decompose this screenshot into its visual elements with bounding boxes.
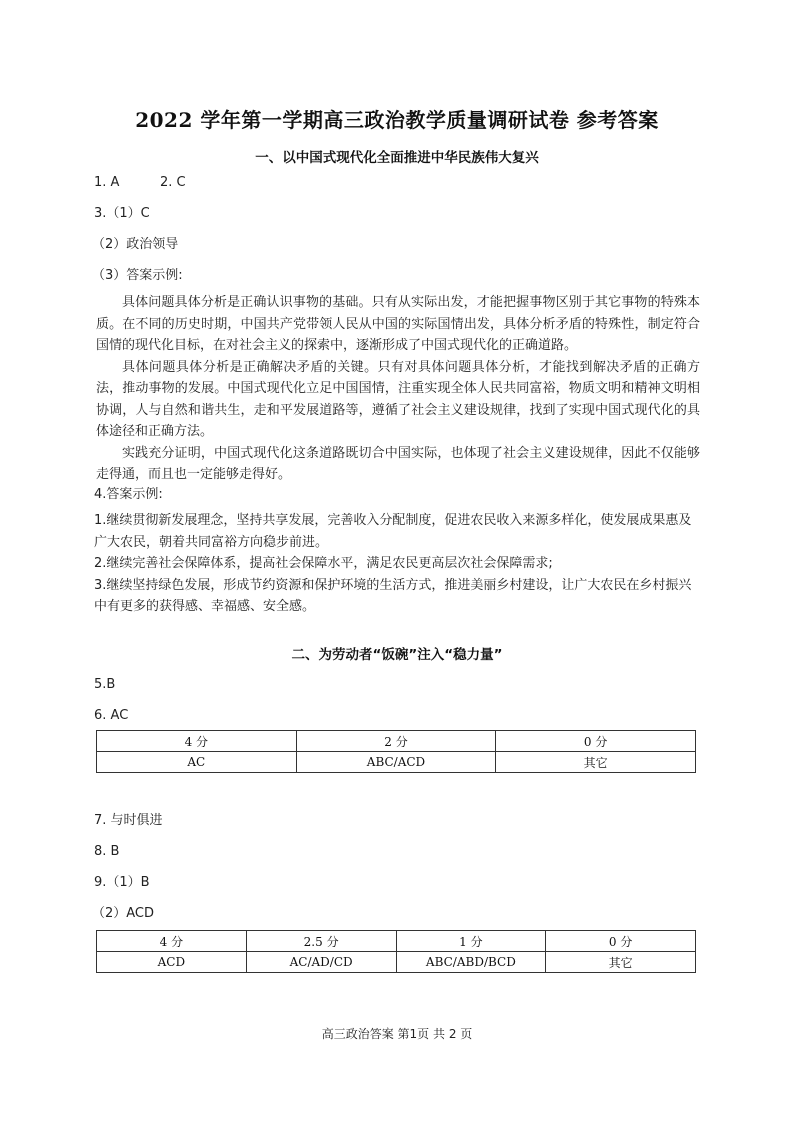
table-row [97,752,696,773]
answer-2: 2. C [160,175,186,190]
answer-8: 8. B [94,844,120,859]
answer-3-2: （2）政治领导 [92,237,179,252]
answer-3-1: 3.（1）C [94,206,150,221]
section-2-heading: 二、为劳动者“饭碗”注入“稳力量” [291,647,503,663]
section-1-heading: 一、以中国式现代化全面推进中华民族伟大复兴 [255,150,539,166]
paragraph: 具体问题具体分析是正确认识事物的基础。只有从实际出发，才能把握事物区别于其它事物的特殊本质。在不同的历史时期，中国共产党带领人民从中国的实际国情出发，具体分析矛盾的特殊性，制定符合国情的现代化目标，在对社会主义的探索中，逐渐形成了中国式现代化的正确道路。 [96,295,700,353]
paragraph: 实践充分证明，中国式现代化这条道路既切合中国实际，也体现了社会主义建设规律，因此不仅能够走得通，而且也一定能够走得好。 [96,445,700,482]
table-cell: 其它 [496,752,696,773]
table-cell: AC [97,752,297,773]
answer-4-list [94,510,700,618]
table-header-row [97,731,696,752]
answer-3-3-text [96,292,700,486]
table-header-cell: 0 分 [546,931,696,952]
score-table-6 [96,730,696,773]
page-footer: 高三政治答案 第1页 共 2 页 [321,1027,473,1041]
table-row [97,952,696,973]
answer-5: 5.B [94,677,116,692]
answer-7: 7. 与时俱进 [94,813,163,828]
table-header-cell: 1 分 [396,931,546,952]
table-header-row [97,931,696,952]
table-header-cell: 0 分 [496,731,696,752]
table-cell: 其它 [546,952,696,973]
answer-1: 1. A [94,175,120,190]
answer-4-label: 4.答案示例: [94,487,163,502]
answer-6: 6. AC [94,708,129,723]
table-cell: AC/AD/CD [246,952,396,973]
table-header-cell: 2 分 [296,731,496,752]
paragraph: 具体问题具体分析是正确解决矛盾的关键。只有对具体问题具体分析，才能找到解决矛盾的正确方法，推动事物的发展。中国式现代化立足中国国情，注重实现全体人民共同富裕，物质文明和精神文明相协调，人与自然和谐共生，走和平发展道路等，遵循了社会主义建设规律，找到了实现中国式现代化的具体途径和正确方法。 [96,359,700,439]
table-cell: ABC/ACD [296,752,496,773]
score-table-9 [96,930,696,973]
table-cell: ACD [97,952,247,973]
list-item: 3.继续坚持绿色发展，形成节约资源和保护环境的生活方式，推进美丽乡村建设，让广大农民在乡村振兴中有更多的获得感、幸福感、安全感。 [94,577,692,614]
table-header-cell: 4 分 [97,731,297,752]
table-cell: ABC/ABD/BCD [396,952,546,973]
list-item: 1.继续贯彻新发展理念，坚持共享发展，完善收入分配制度，促进农民收入来源多样化，使发展成果惠及广大农民，朝着共同富裕方向稳步前进。 [94,513,692,550]
answer-9-1: 9.（1）B [94,875,150,890]
answer-3-3-label: （3）答案示例: [92,268,183,283]
answer-9-2: （2）ACD [92,906,155,921]
page-title: 2022 学年第一学期高三政治教学质量调研试卷 参考答案 [135,108,659,132]
table-header-cell: 2.5 分 [246,931,396,952]
list-item: 2.继续完善社会保障体系，提高社会保障水平，满足农民更高层次社会保障需求; [94,556,553,571]
table-header-cell: 4 分 [97,931,247,952]
